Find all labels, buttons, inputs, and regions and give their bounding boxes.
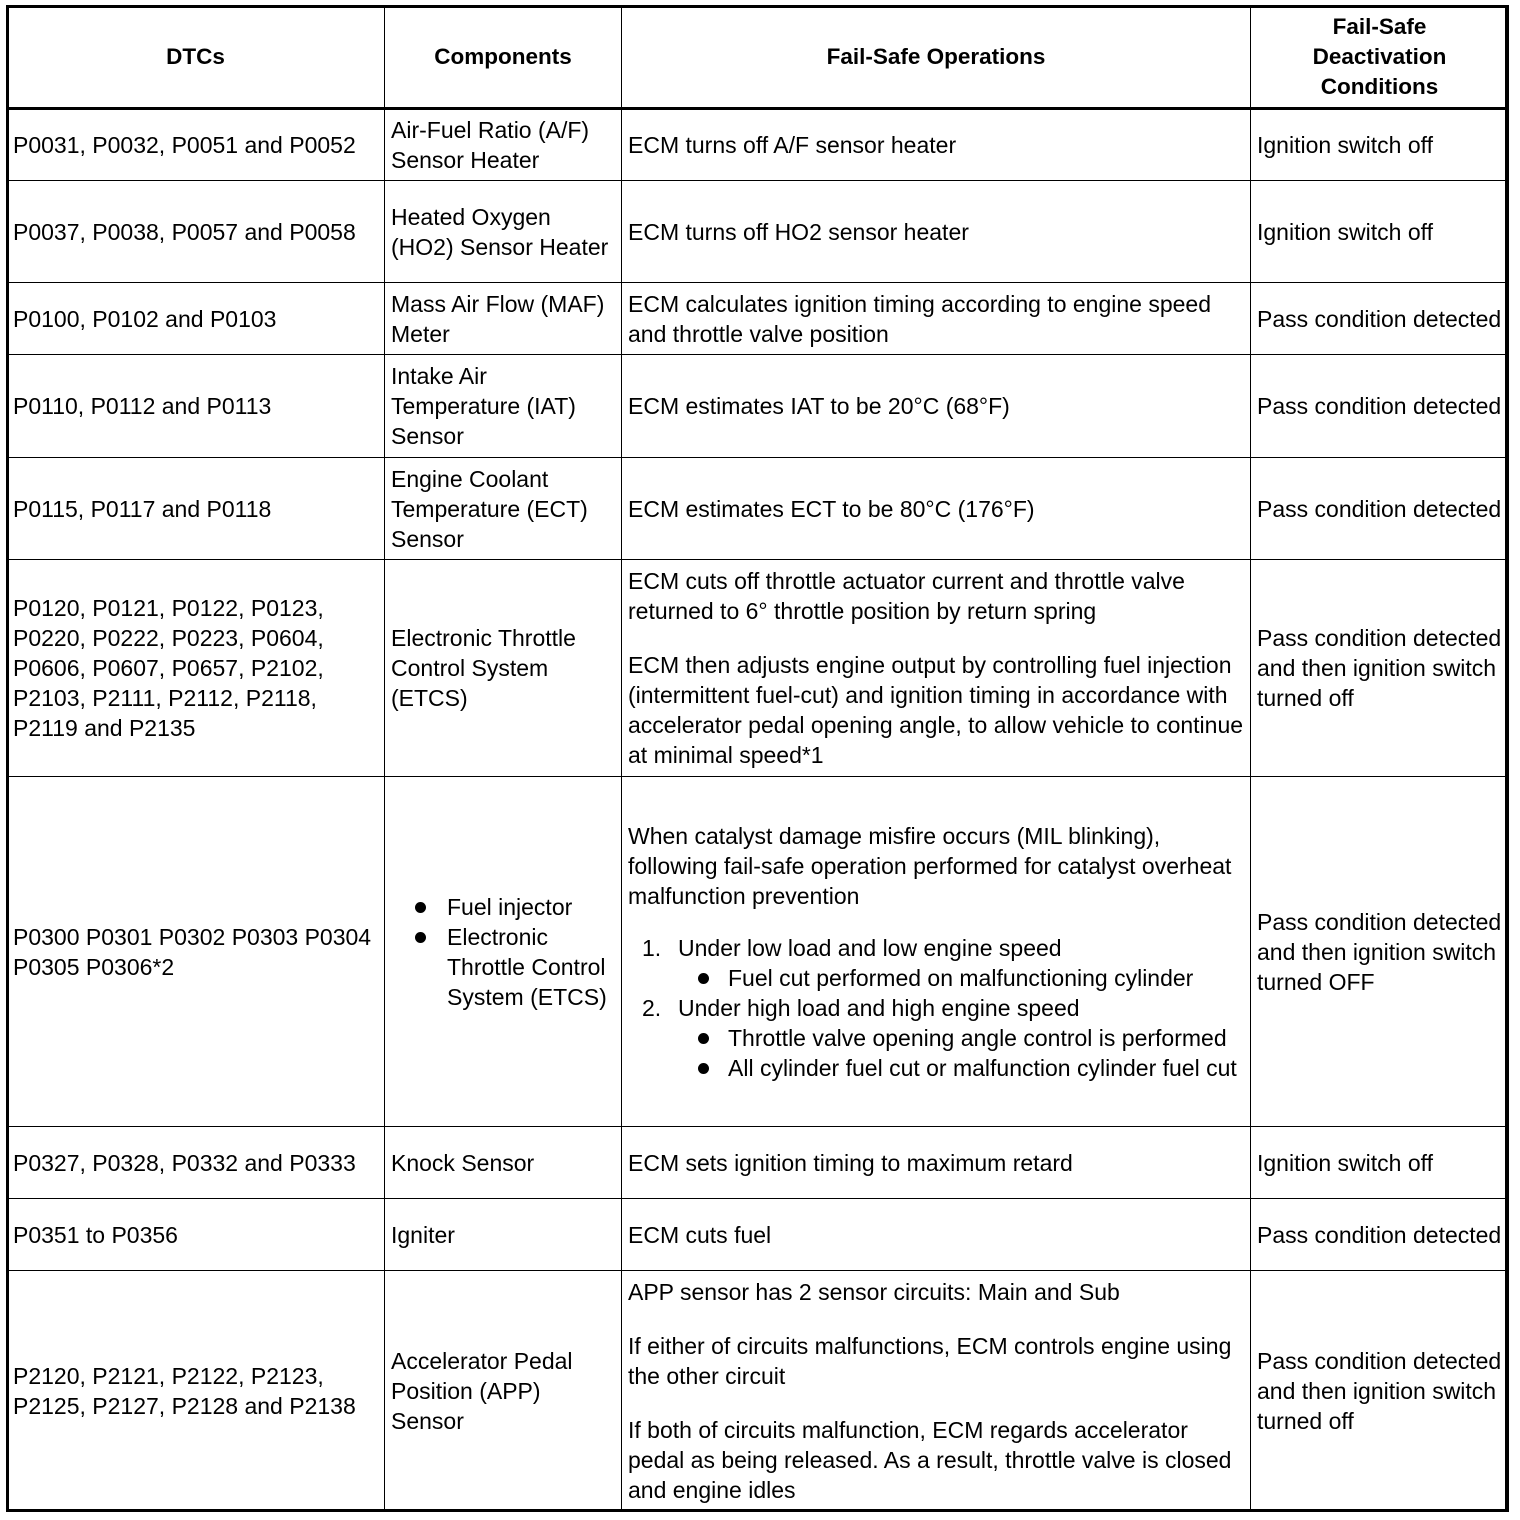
dtc-cell: P0110, P0112 and P0113: [7, 355, 385, 458]
header-deactivation-line: Deactivation: [1312, 43, 1447, 69]
component-cell: Knock Sensor: [385, 1127, 622, 1199]
operation-paragraph: ECM cuts off throttle actuator current and throttle valve returned to 6° throttle position by return spring: [628, 568, 1185, 624]
operation-cell: ECM estimates ECT to be 80°C (176°F): [622, 458, 1251, 560]
condition-cell: Pass condition detected and then ignition switch turned OFF: [1251, 777, 1509, 1127]
dtc-cell: P0120, P0121, P0122, P0123, P0220, P0222, P0223, P0604, P0606, P0607, P0657, P2102, P2103, P2111, P2112, P2118, P2119 and P2135: [7, 560, 385, 777]
dtc-cell: P0031, P0032, P0051 and P0052: [7, 109, 385, 181]
operation-cell: ECM cuts fuel: [622, 1199, 1251, 1271]
condition-cell: Pass condition detected and then ignition switch turned off: [1251, 560, 1509, 777]
component-cell: Electronic Throttle Control System (ETCS): [385, 560, 622, 777]
condition-cell: Pass condition detected: [1251, 283, 1509, 355]
condition-cell: Ignition switch off: [1251, 181, 1509, 283]
header-deactivation-line: Fail-Safe: [1332, 13, 1427, 39]
dtc-cell: P0327, P0328, P0332 and P0333: [7, 1127, 385, 1199]
condition-cell: Pass condition detected: [1251, 458, 1509, 560]
list-item: Throttle valve opening angle control is performed: [692, 1023, 1244, 1053]
step-number: 1.: [642, 934, 662, 961]
dtc-cell: P0300 P0301 P0302 P0303 P0304 P0305 P0306*2: [7, 777, 385, 1127]
operation-paragraph: When catalyst damage misfire occurs (MIL blinking), following fail-safe operation performed for catalyst overheat malfunction prevention: [628, 822, 1232, 909]
component-cell: Accelerator Pedal Position (APP) Sensor: [385, 1271, 622, 1512]
table-outer-border: [6, 5, 1508, 1512]
list-item: Fuel cut performed on malfunctioning cylinder: [692, 963, 1244, 993]
header-components: Components: [385, 6, 622, 109]
header-operations: Fail-Safe Operations: [622, 6, 1251, 109]
condition-cell: Pass condition detected: [1251, 355, 1509, 458]
component-cell: Engine Coolant Temperature (ECT) Sensor: [385, 458, 622, 560]
operation-cell: ECM calculates ignition timing according to engine speed and throttle valve position: [622, 283, 1251, 355]
list-item: Fuel injector: [409, 892, 615, 922]
dtc-cell: P0100, P0102 and P0103: [7, 283, 385, 355]
operation-cell: ECM sets ignition timing to maximum retard: [622, 1127, 1251, 1199]
condition-cell: Pass condition detected: [1251, 1199, 1509, 1271]
component-cell: Heated Oxygen (HO2) Sensor Heater: [385, 181, 622, 283]
step-text: Under low load and low engine speed: [678, 934, 1062, 961]
operation-paragraph: APP sensor has 2 sensor circuits: Main and Sub: [628, 1279, 1120, 1305]
operation-paragraph: If both of circuits malfunction, ECM regards accelerator pedal as being released. As a result, throttle valve is closed and engine idles: [628, 1417, 1232, 1503]
step-number: 2.: [642, 994, 662, 1021]
list-item: All cylinder fuel cut or malfunction cylinder fuel cut: [692, 1053, 1244, 1083]
condition-cell: Ignition switch off: [1251, 1127, 1509, 1199]
operation-paragraph: If either of circuits malfunctions, ECM controls engine using the other circuit: [628, 1333, 1232, 1389]
header-deactivation-line: Conditions: [1320, 73, 1439, 99]
operation-paragraph: ECM then adjusts engine output by controlling fuel injection (intermittent fuel-cut) and ignition timing in accordance with accelerator pedal opening angle, to allow vehicle to continue at minimal speed*1: [628, 652, 1244, 768]
operation-cell: ECM turns off HO2 sensor heater: [622, 181, 1251, 283]
component-cell: Air-Fuel Ratio (A/F) Sensor Heater: [385, 109, 622, 181]
dtc-cell: P2120, P2121, P2122, P2123, P2125, P2127, P2128 and P2138: [7, 1271, 385, 1512]
dtc-cell: P0115, P0117 and P0118: [7, 458, 385, 560]
operation-cell: ECM turns off A/F sensor heater: [622, 109, 1251, 181]
component-cell: Intake Air Temperature (IAT) Sensor: [385, 355, 622, 458]
header-dtcs: DTCs: [7, 6, 385, 109]
dtc-cell: P0037, P0038, P0057 and P0058: [7, 181, 385, 283]
component-cell: Igniter: [385, 1199, 622, 1271]
step-text: Under high load and high engine speed: [678, 994, 1080, 1021]
list-item: Electronic Throttle Control System (ETCS): [409, 922, 615, 1012]
dtc-cell: P0351 to P0356: [7, 1199, 385, 1271]
condition-cell: Pass condition detected and then ignition switch turned off: [1251, 1271, 1509, 1512]
condition-cell: Ignition switch off: [1251, 109, 1509, 181]
operation-cell: ECM estimates IAT to be 20°C (68°F): [622, 355, 1251, 458]
component-cell: Mass Air Flow (MAF) Meter: [385, 283, 622, 355]
